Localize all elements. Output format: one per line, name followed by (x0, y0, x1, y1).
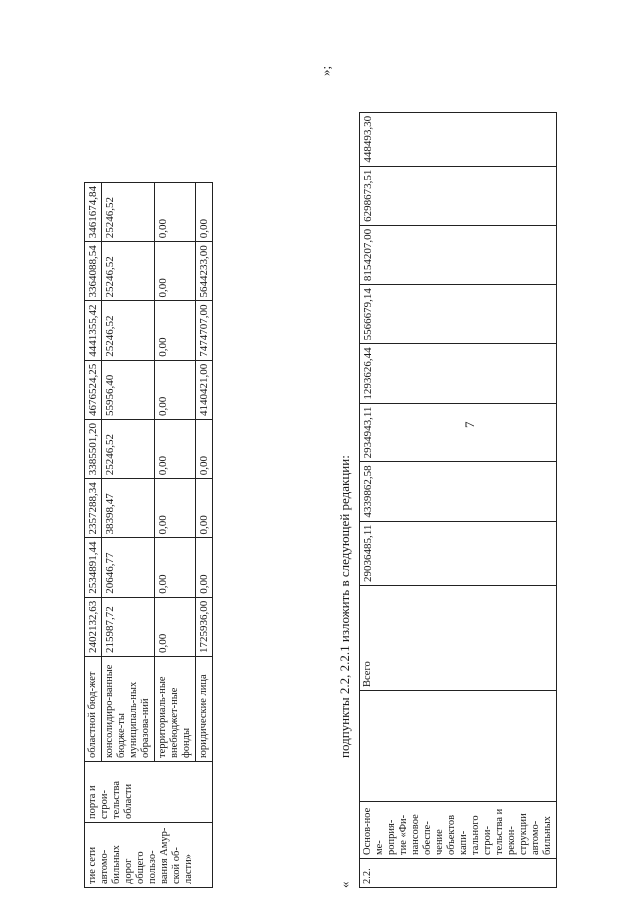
value-cell: 4676524,25 (85, 360, 102, 419)
value-cell: 1725936,00 (196, 597, 213, 656)
department-cell (360, 691, 557, 802)
value-cell: 1293626,44 (360, 344, 557, 403)
value-cell: 6298673,51 (360, 166, 557, 225)
activity-name: Основ-ное ме-роприя-тие «Фи-нансовое обеспе-чение объектов капи-тального строи-тельства и рекон-струкции автомо-бильных (360, 802, 557, 859)
value-cell: 2357288,34 (85, 479, 102, 538)
value-cell: 55956,40 (102, 360, 155, 419)
value-cell: 3461674,84 (85, 183, 102, 242)
value-cell: 2534891,44 (85, 538, 102, 597)
value-cell: 0,00 (196, 420, 213, 479)
source-label: областной бюд-жет (85, 657, 102, 762)
page-number: 7 (462, 421, 477, 428)
value-cell: 4441355,42 (85, 301, 102, 360)
department-cell: порта и строи-тельства области (85, 762, 213, 823)
value-cell: 2934943,11 (360, 403, 557, 462)
value-cell: 0,00 (155, 301, 196, 360)
value-cell: 2402132,63 (85, 597, 102, 656)
source-label: юридические лица (196, 657, 213, 762)
value-cell: 25246,52 (102, 420, 155, 479)
value-cell: 3385501,20 (85, 420, 102, 479)
program-name-cell: тие сети автомо-бильных дорог общего пользо-вания Амур-ской об-ласти» (85, 823, 213, 888)
value-cell: 3364088,54 (85, 242, 102, 301)
value-cell: 0,00 (196, 183, 213, 242)
value-cell: 0,00 (196, 538, 213, 597)
value-cell: 38398,47 (102, 479, 155, 538)
activity-table (359, 112, 557, 888)
value-cell: 5566679,14 (360, 285, 557, 344)
budget-table (84, 182, 213, 888)
value-cell: 25246,52 (102, 301, 155, 360)
value-cell: 29036485,11 (360, 521, 557, 585)
edit-instruction: подпункты 2.2, 2.2.1 изложить в следующей редакции: (337, 455, 352, 758)
table-row (360, 112, 557, 887)
value-cell: 25246,52 (102, 183, 155, 242)
table-row (85, 183, 102, 888)
value-cell: 448493,30 (360, 112, 557, 166)
source-label: территориаль-ные внебюджет-ные фонды (155, 657, 196, 762)
value-cell: 0,00 (155, 538, 196, 597)
value-cell: 5644233,00 (196, 242, 213, 301)
value-cell: 0,00 (155, 360, 196, 419)
item-number: 2.2. (360, 859, 557, 888)
value-cell: 0,00 (155, 420, 196, 479)
opening-quote: « (337, 881, 352, 888)
value-cell: 4140421,00 (196, 360, 213, 419)
closing-mark: »; (318, 65, 333, 76)
rotated-page-content (14, 28, 614, 888)
value-cell: 215987,72 (102, 597, 155, 656)
value-cell: 4339862,58 (360, 462, 557, 521)
value-cell: 0,00 (196, 479, 213, 538)
source-label: Всего (360, 586, 557, 691)
value-cell: 0,00 (155, 597, 196, 656)
value-cell: 7474707,00 (196, 301, 213, 360)
value-cell: 20646,77 (102, 538, 155, 597)
value-cell: 8154207,00 (360, 225, 557, 284)
value-cell: 0,00 (155, 183, 196, 242)
value-cell: 0,00 (155, 479, 196, 538)
value-cell: 0,00 (155, 242, 196, 301)
source-label: консолидиро-ванные бюдже-ты муниципаль-ных образова-ний (102, 657, 155, 762)
value-cell: 25246,52 (102, 242, 155, 301)
